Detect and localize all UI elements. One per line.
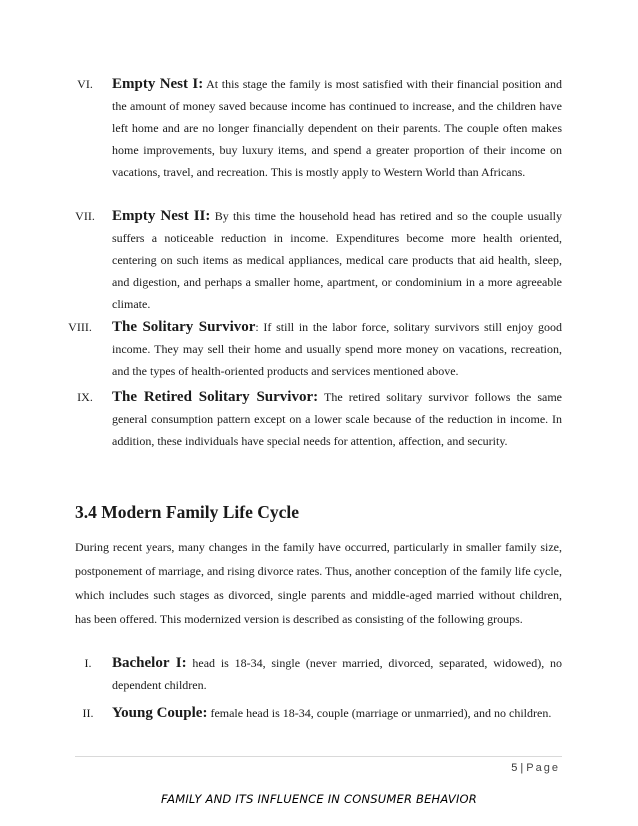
- item-body: [112, 205, 562, 315]
- item-body: [112, 386, 562, 452]
- item-term: The Solitary Survivor: [112, 319, 256, 335]
- item-body: [112, 702, 562, 724]
- item-text: At this stage the family is most satisfied with their financial position and the amount of money saved because income has continued to increase, and the children have left home and are no longer financially dependent on their parents. The couple often makes home improvements, buy luxury items, and spend a greater proportion of their income on vacations, travel, and recreation. This is mostly apply to Western World than Africans.: [112, 77, 562, 179]
- page-label: Page: [526, 762, 560, 774]
- item-text: head is 18-34, single (never married, divorced, separated, widowed), no dependent children.: [112, 656, 562, 692]
- page-number-value: 5: [511, 762, 518, 774]
- item-numeral: VII.: [75, 209, 95, 223]
- item-numeral: VI.: [77, 77, 93, 91]
- item-term: The Retired Solitary Survivor:: [112, 389, 319, 405]
- item-text: : If still in the labor force, solitary survivors still enjoy good income. They may sell their home and usually spend more money on vacations, recreation, and the types of health-oriented products and services mentioned above.: [112, 320, 563, 378]
- item-term: Bachelor I:: [112, 655, 187, 671]
- footer-divider: [75, 756, 562, 757]
- item-body: [112, 73, 562, 183]
- item-text: female head is 18-34, couple (marriage or unmarried), and no children.: [207, 706, 552, 720]
- item-text: The retired solitary survivor follows the same general consumption pattern except on a lower scale because of the reduction in income. In addition, these individuals have special needs for attention, affection, and security.: [112, 390, 562, 448]
- item-term: Empty Nest I:: [112, 76, 204, 92]
- section-heading: 3.4 Modern Family Life Cycle: [75, 502, 300, 522]
- item-text: By this time the household head has retired and so the couple usually suffers a noticeable reduction in income. Expenditures become more health oriented, centering on such items as medical appliances, medical care products that aid health, sleep, and digestion, and perhaps a smaller home, apartment, or condominium in a more agreeable climate.: [112, 209, 562, 311]
- item-term: Empty Nest II:: [112, 208, 211, 224]
- item-numeral: II.: [82, 706, 94, 720]
- page-number-separator: |: [520, 762, 524, 774]
- footer-title: FAMILY AND ITS INFLUENCE IN CONSUMER BEHAVIOR: [161, 792, 477, 806]
- item-body: [112, 316, 562, 382]
- item-numeral: I.: [84, 656, 92, 670]
- item-numeral: IX.: [77, 390, 93, 404]
- item-numeral: VIII.: [68, 320, 92, 334]
- page-number: [511, 762, 560, 774]
- item-term: Young Couple:: [112, 705, 208, 721]
- item-body: [112, 652, 562, 696]
- section-paragraph: During recent years, many changes in the family have occurred, particularly in smaller family size, postponement of marriage, and rising divorce rates. Thus, another conception of the family life cycle, which includes such stages as divorced, single parents and middle-aged married without children, has been offered. This modernized version is described as consisting of the following groups.: [75, 540, 562, 626]
